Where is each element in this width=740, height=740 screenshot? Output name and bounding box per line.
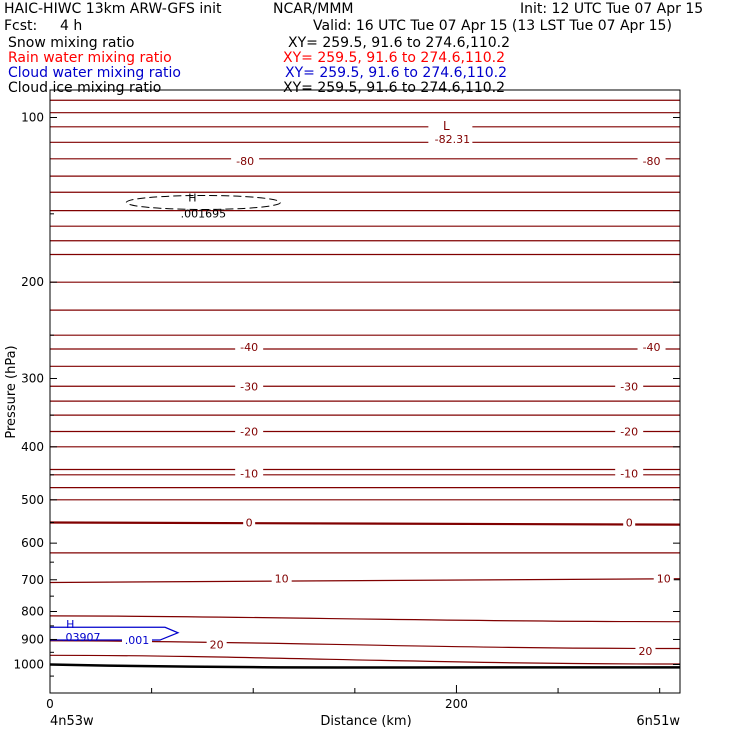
y-tick-label: 700: [21, 572, 44, 587]
contour-label: 0: [245, 516, 253, 530]
field-name-rain: Rain water mixing ratio: [8, 50, 172, 66]
plot-frame: [50, 90, 680, 693]
contour-labels: [207, 118, 674, 658]
x-tick-label: 200: [444, 697, 468, 711]
contour-label: -20: [620, 425, 639, 439]
isotherm-line: [50, 655, 680, 664]
x-axis-label: Distance (km): [320, 714, 412, 729]
isotherm-line: [50, 579, 680, 583]
contour-label: -10: [240, 467, 259, 481]
contour-label: 20: [209, 638, 224, 652]
cloud-water-contours: [50, 618, 178, 647]
left-endpoint-label: 4n53w: [50, 714, 94, 729]
contour-label: -20: [240, 425, 259, 439]
y-tick-label: 600: [21, 536, 44, 551]
field-name-snow: Snow mixing ratio: [8, 35, 135, 51]
field-xy-cloud-water: XY= 259.5, 91.6 to 274.6,110.2: [285, 65, 508, 81]
y-tick-label: 1000: [13, 657, 44, 672]
contour-label: -40: [240, 341, 259, 355]
model-title: HAIC-HIWC 13km ARW-GFS init: [4, 1, 222, 17]
org-label: NCAR/MMM: [273, 1, 354, 17]
y-tick-label: 900: [21, 632, 44, 647]
contour-label: -30: [620, 380, 639, 394]
y-tick-label: 100: [21, 110, 44, 125]
terrain: [50, 665, 680, 668]
cloud-water-max-value: .03907: [62, 631, 101, 645]
cloud-ice-max-marker: H: [188, 191, 197, 205]
contour-label: -80: [236, 154, 255, 168]
y-tick-label: 200: [21, 275, 44, 290]
contour-label: -80: [642, 154, 661, 168]
cloud-water-contour-label: .001: [124, 633, 150, 647]
field-name-cloud-ice: Cloud ice mixing ratio: [8, 80, 162, 96]
cloud-water-max-marker: H: [66, 618, 75, 632]
y-tick-label: 300: [21, 371, 44, 386]
forecast-label: Fcst:: [4, 18, 38, 34]
contour-label: 10: [656, 572, 671, 586]
contour-label: 20: [638, 645, 653, 659]
forecast-hours: 4 h: [60, 18, 83, 34]
init-time: Init: 12 UTC Tue 07 Apr 15: [520, 1, 704, 17]
field-name-cloud-water: Cloud water mixing ratio: [8, 65, 181, 81]
terrain-line: [50, 665, 680, 668]
cloud-ice-contours: [126, 191, 280, 220]
contour-label: -10: [620, 467, 639, 481]
field-xy-snow: XY= 259.5, 91.6 to 274.6,110.2: [288, 35, 511, 51]
y-tick-label: 400: [21, 439, 44, 454]
isotherm-line: [50, 616, 680, 622]
field-xy-cloud-ice: XY= 259.5, 91.6 to 274.6,110.2: [283, 80, 506, 96]
y-axis-label: Pressure (hPa): [4, 345, 19, 439]
temp-low-value: -82.31: [434, 133, 471, 147]
temperature-contours: [50, 100, 680, 664]
y-tick-label: 500: [21, 492, 44, 507]
x-tick-label: 0: [46, 697, 54, 711]
contour-label: 0: [625, 516, 633, 530]
contour-label: -40: [642, 341, 661, 355]
valid-time: Valid: 16 UTC Tue 07 Apr 15 (13 LST Tue 07 Apr 15): [313, 18, 672, 34]
right-endpoint-label: 6n51w: [636, 714, 680, 729]
cloud-ice-max-value: .001695: [180, 207, 227, 221]
contour-label: -30: [240, 380, 259, 394]
contour-label: 10: [274, 572, 289, 586]
y-tick-label: 800: [21, 604, 44, 619]
temp-low-marker: L: [443, 119, 450, 134]
isotherm-line: [50, 522, 680, 524]
field-xy-rain: XY= 259.5, 91.6 to 274.6,110.2: [283, 50, 506, 66]
